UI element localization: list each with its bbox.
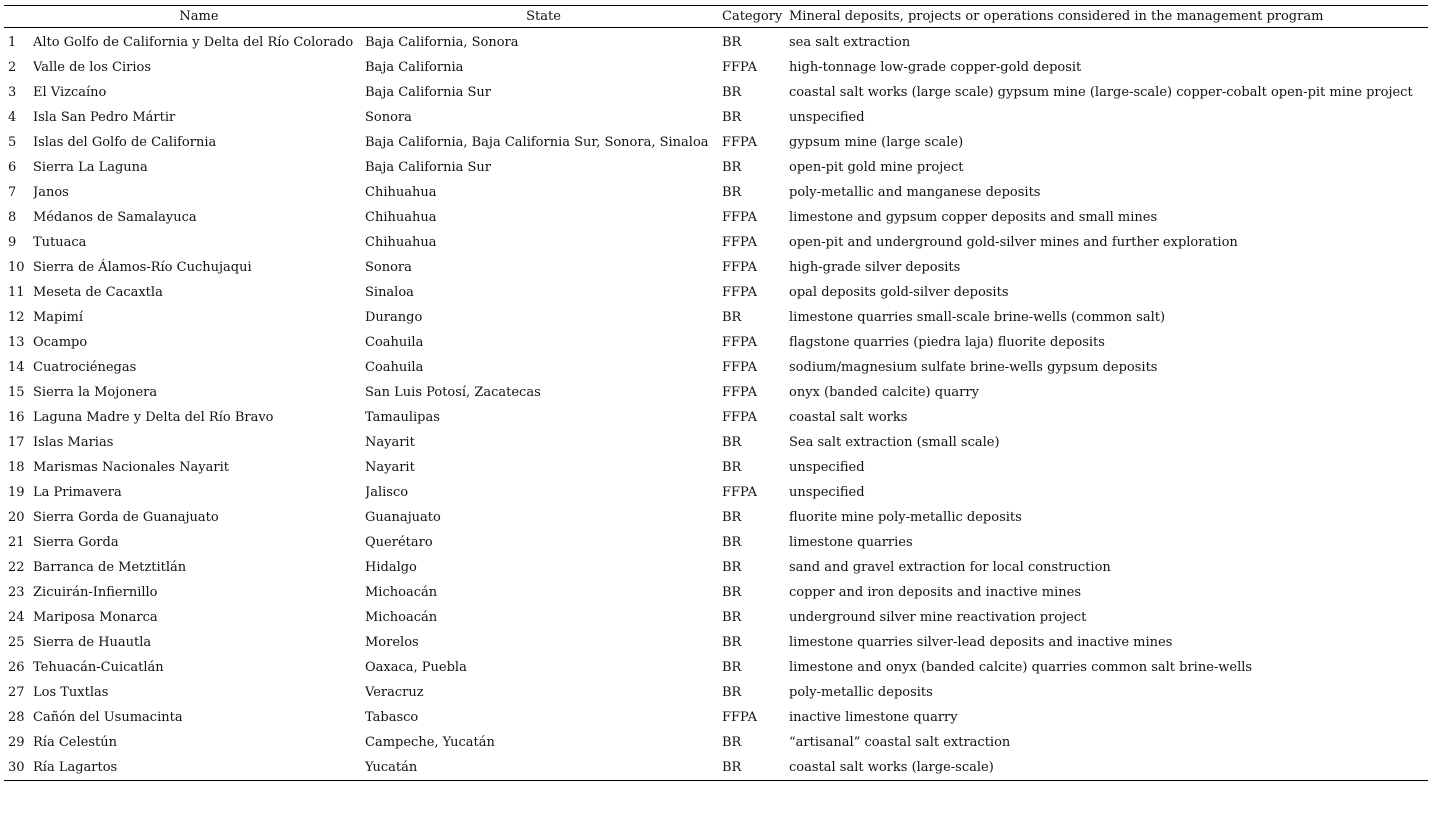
category-cell: FFPA xyxy=(722,135,757,150)
state-cell: Chihuahua xyxy=(365,185,437,200)
category-cell: FFPA xyxy=(722,710,757,725)
mineral-deposits-cell: Sea salt extraction (small scale) xyxy=(789,435,1000,450)
mineral-deposits-cell: flagstone quarries (piedra laja) fluorite deposits xyxy=(789,335,1105,350)
table-row xyxy=(4,305,1428,330)
area-name-cell: Meseta de Cacaxtla xyxy=(33,285,163,300)
state-cell: Tamaulipas xyxy=(365,410,440,425)
area-name-cell: Janos xyxy=(33,185,69,200)
table-row xyxy=(4,205,1428,230)
mineral-deposits-cell: limestone and gypsum copper deposits and small mines xyxy=(789,210,1158,225)
header-minerals: Mineral deposits, projects or operations considered in the management program xyxy=(789,6,1428,28)
mineral-deposits-cell: open-pit and underground gold-silver mines and further exploration xyxy=(789,235,1238,250)
area-name-cell: Isla San Pedro Mártir xyxy=(33,110,176,125)
area-name-cell: El Vizcaíno xyxy=(33,85,107,100)
row-number-cell: 7 xyxy=(8,185,17,200)
row-number-cell: 19 xyxy=(8,485,25,500)
row-number-cell: 2 xyxy=(8,60,17,75)
table-row xyxy=(4,605,1428,630)
area-name-cell: Los Tuxtlas xyxy=(33,685,109,700)
mineral-deposits-cell: unspecified xyxy=(789,460,865,475)
row-number-cell: 21 xyxy=(8,535,25,550)
area-name-cell: Cañón del Usumacinta xyxy=(33,710,183,725)
row-number-cell: 12 xyxy=(8,310,25,325)
state-cell: Michoacán xyxy=(365,610,438,625)
table-row xyxy=(4,755,1428,781)
mineral-deposits-cell: coastal salt works xyxy=(789,410,908,425)
category-cell: BR xyxy=(722,560,742,575)
row-number-cell: 10 xyxy=(8,260,25,275)
category-cell: BR xyxy=(722,735,742,750)
area-name-cell: Laguna Madre y Delta del Río Bravo xyxy=(33,410,274,425)
row-number-cell: 26 xyxy=(8,660,25,675)
state-cell: Tabasco xyxy=(365,710,419,725)
state-cell: Chihuahua xyxy=(365,235,437,250)
mineral-deposits-cell: high-grade silver deposits xyxy=(789,260,961,275)
state-cell: Baja California Sur xyxy=(365,160,491,175)
header-row xyxy=(4,6,1428,28)
state-cell: Baja California xyxy=(365,60,464,75)
row-number-cell: 16 xyxy=(8,410,25,425)
row-number-cell: 27 xyxy=(8,685,25,700)
row-number-cell: 29 xyxy=(8,735,25,750)
mineral-deposits-table xyxy=(4,5,1428,781)
category-cell: FFPA xyxy=(722,335,757,350)
mineral-deposits-cell: gypsum mine (large scale) xyxy=(789,135,964,150)
category-cell: BR xyxy=(722,585,742,600)
table-row xyxy=(4,180,1428,205)
row-number-cell: 4 xyxy=(8,110,17,125)
row-number-cell: 18 xyxy=(8,460,25,475)
state-cell: Chihuahua xyxy=(365,210,437,225)
row-number-cell: 5 xyxy=(8,135,17,150)
mineral-deposits-cell: coastal salt works (large-scale) xyxy=(789,755,1428,781)
area-name-cell: Mapimí xyxy=(33,310,84,325)
row-number-cell: 9 xyxy=(8,235,17,250)
area-name-cell: Sierra Gorda xyxy=(33,535,119,550)
table-row xyxy=(4,555,1428,580)
state-cell: Campeche, Yucatán xyxy=(365,735,495,750)
category-cell: BR xyxy=(722,460,742,475)
category-cell: BR xyxy=(722,535,742,550)
row-number-cell: 6 xyxy=(8,160,17,175)
table-row xyxy=(4,430,1428,455)
category-cell: BR xyxy=(722,35,742,50)
category-cell: BR xyxy=(722,310,742,325)
category-cell: FFPA xyxy=(722,410,757,425)
category-cell: FFPA xyxy=(722,260,757,275)
table-row xyxy=(4,255,1428,280)
table-row xyxy=(4,505,1428,530)
row-number-cell: 24 xyxy=(8,610,25,625)
header-number xyxy=(4,6,33,28)
area-name-cell: Ría Celestún xyxy=(33,735,117,750)
area-name-cell: Alto Golfo de California y Delta del Río Colorado xyxy=(33,35,354,50)
state-cell: Querétaro xyxy=(365,535,433,550)
category-cell: FFPA xyxy=(722,385,757,400)
area-name-cell: Islas del Golfo de California xyxy=(33,135,217,150)
category-cell: BR xyxy=(722,510,742,525)
state-cell: Veracruz xyxy=(365,685,424,700)
area-name-cell: Médanos de Samalayuca xyxy=(33,210,197,225)
header-category: Category xyxy=(722,6,789,28)
mineral-deposits-cell: underground silver mine reactivation project xyxy=(789,610,1087,625)
area-name-cell: Sierra de Álamos-Río Cuchujaqui xyxy=(33,260,252,275)
category-cell: BR xyxy=(722,755,789,781)
area-name-cell: Ocampo xyxy=(33,335,88,350)
area-name-cell: Marismas Nacionales Nayarit xyxy=(33,460,229,475)
state-cell: Coahuila xyxy=(365,335,424,350)
table-row xyxy=(4,405,1428,430)
state-cell: Michoacán xyxy=(365,585,438,600)
category-cell: FFPA xyxy=(722,485,757,500)
state-cell: San Luis Potosí, Zacatecas xyxy=(365,385,541,400)
mineral-deposits-cell: coastal salt works (large scale) gypsum mine (large-scale) copper-cobalt open-pit mine project xyxy=(789,85,1413,100)
area-name-cell: Tehuacán-Cuicatlán xyxy=(33,660,164,675)
area-name-cell: Sierra Gorda de Guanajuato xyxy=(33,510,219,525)
area-name-cell: Ría Lagartos xyxy=(33,755,365,781)
mineral-deposits-cell: inactive limestone quarry xyxy=(789,710,958,725)
mineral-deposits-cell: copper and iron deposits and inactive mines xyxy=(789,585,1082,600)
row-number-cell: 1 xyxy=(8,35,17,50)
category-cell: BR xyxy=(722,435,742,450)
state-cell: Baja California, Sonora xyxy=(365,35,519,50)
state-cell: Hidalgo xyxy=(365,560,417,575)
row-number-cell: 25 xyxy=(8,635,25,650)
state-cell: Coahuila xyxy=(365,360,424,375)
state-cell: Nayarit xyxy=(365,435,415,450)
area-name-cell: Barranca de Metztitlán xyxy=(33,560,187,575)
category-cell: BR xyxy=(722,85,742,100)
header-name: Name xyxy=(33,6,365,28)
mineral-deposits-cell: unspecified xyxy=(789,485,865,500)
mineral-deposits-cell: poly-metallic deposits xyxy=(789,685,933,700)
category-cell: FFPA xyxy=(722,60,757,75)
mineral-deposits-cell: limestone quarries xyxy=(789,535,913,550)
area-name-cell: Zicuirán-Infiernillo xyxy=(33,585,158,600)
table-header xyxy=(4,6,1428,28)
state-cell: Guanajuato xyxy=(365,510,441,525)
table-row xyxy=(4,480,1428,505)
table-row xyxy=(4,455,1428,480)
mineral-deposits-cell: open-pit gold mine project xyxy=(789,160,964,175)
area-name-cell: Cuatrociénegas xyxy=(33,360,137,375)
area-name-cell: Sierra de Huautla xyxy=(33,635,152,650)
area-name-cell: Sierra La Laguna xyxy=(33,160,148,175)
table-row xyxy=(4,330,1428,355)
table-row xyxy=(4,380,1428,405)
category-cell: BR xyxy=(722,185,742,200)
state-cell: Oaxaca, Puebla xyxy=(365,660,467,675)
table-row xyxy=(4,155,1428,180)
table-row xyxy=(4,680,1428,705)
row-number-cell: 22 xyxy=(8,560,25,575)
row-number-cell: 13 xyxy=(8,335,25,350)
table-row xyxy=(4,655,1428,680)
row-number-cell: 30 xyxy=(4,755,33,781)
category-cell: FFPA xyxy=(722,285,757,300)
category-cell: BR xyxy=(722,160,742,175)
state-cell: Morelos xyxy=(365,635,419,650)
table-row xyxy=(4,105,1428,130)
row-number-cell: 3 xyxy=(8,85,17,100)
category-cell: BR xyxy=(722,110,742,125)
table-row xyxy=(4,705,1428,730)
area-name-cell: Islas Marias xyxy=(33,435,114,450)
mineral-deposits-cell: “artisanal” coastal salt extraction xyxy=(789,735,1011,750)
table-row xyxy=(4,55,1428,80)
category-cell: BR xyxy=(722,610,742,625)
table-row xyxy=(4,280,1428,305)
area-name-cell: Mariposa Monarca xyxy=(33,610,158,625)
category-cell: FFPA xyxy=(722,235,757,250)
mineral-deposits-cell: limestone and onyx (banded calcite) quarries common salt brine-wells xyxy=(789,660,1253,675)
state-cell: Sonora xyxy=(365,260,412,275)
area-name-cell: Valle de los Cirios xyxy=(33,60,151,75)
category-cell: BR xyxy=(722,660,742,675)
mineral-deposits-cell: poly-metallic and manganese deposits xyxy=(789,185,1041,200)
mineral-deposits-cell: unspecified xyxy=(789,110,865,125)
row-number-cell: 11 xyxy=(8,285,25,300)
table-row xyxy=(4,580,1428,605)
row-number-cell: 23 xyxy=(8,585,25,600)
table-row xyxy=(4,530,1428,555)
state-cell: Durango xyxy=(365,310,423,325)
mineral-deposits-cell: high-tonnage low-grade copper-gold deposit xyxy=(789,60,1082,75)
category-cell: BR xyxy=(722,635,742,650)
mineral-deposits-cell: onyx (banded calcite) quarry xyxy=(789,385,979,400)
row-number-cell: 15 xyxy=(8,385,25,400)
table-row xyxy=(4,230,1428,255)
area-name-cell: La Primavera xyxy=(33,485,122,500)
table-row xyxy=(4,130,1428,155)
state-cell: Sonora xyxy=(365,110,412,125)
state-cell: Nayarit xyxy=(365,460,415,475)
state-cell: Baja California, Baja California Sur, Sonora, Sinaloa xyxy=(365,135,709,150)
category-cell: BR xyxy=(722,685,742,700)
mineral-deposits-cell: limestone quarries silver-lead deposits and inactive mines xyxy=(789,635,1173,650)
state-cell: Sinaloa xyxy=(365,285,414,300)
table-body xyxy=(4,28,1428,781)
header-state: State xyxy=(365,6,722,28)
row-number-cell: 17 xyxy=(8,435,25,450)
area-name-cell: Tutuaca xyxy=(33,235,87,250)
category-cell: FFPA xyxy=(722,210,757,225)
table-row xyxy=(4,630,1428,655)
mineral-deposits-cell: opal deposits gold-silver deposits xyxy=(789,285,1009,300)
table-row xyxy=(4,28,1428,56)
category-cell: FFPA xyxy=(722,360,757,375)
table-row xyxy=(4,355,1428,380)
row-number-cell: 8 xyxy=(8,210,17,225)
state-cell: Baja California Sur xyxy=(365,85,491,100)
mineral-deposits-cell: sand and gravel extraction for local construction xyxy=(789,560,1111,575)
row-number-cell: 20 xyxy=(8,510,25,525)
state-cell: Jalisco xyxy=(365,485,409,500)
mineral-deposits-cell: sea salt extraction xyxy=(789,35,911,50)
mineral-deposits-cell: limestone quarries small-scale brine-wells (common salt) xyxy=(789,310,1166,325)
table-row xyxy=(4,80,1428,105)
area-name-cell: Sierra la Mojonera xyxy=(33,385,158,400)
mineral-deposits-cell: fluorite mine poly-metallic deposits xyxy=(789,510,1022,525)
state-cell: Yucatán xyxy=(365,755,722,781)
row-number-cell: 14 xyxy=(8,360,25,375)
table-row xyxy=(4,730,1428,755)
row-number-cell: 28 xyxy=(8,710,25,725)
mineral-deposits-cell: sodium/magnesium sulfate brine-wells gypsum deposits xyxy=(789,360,1158,375)
